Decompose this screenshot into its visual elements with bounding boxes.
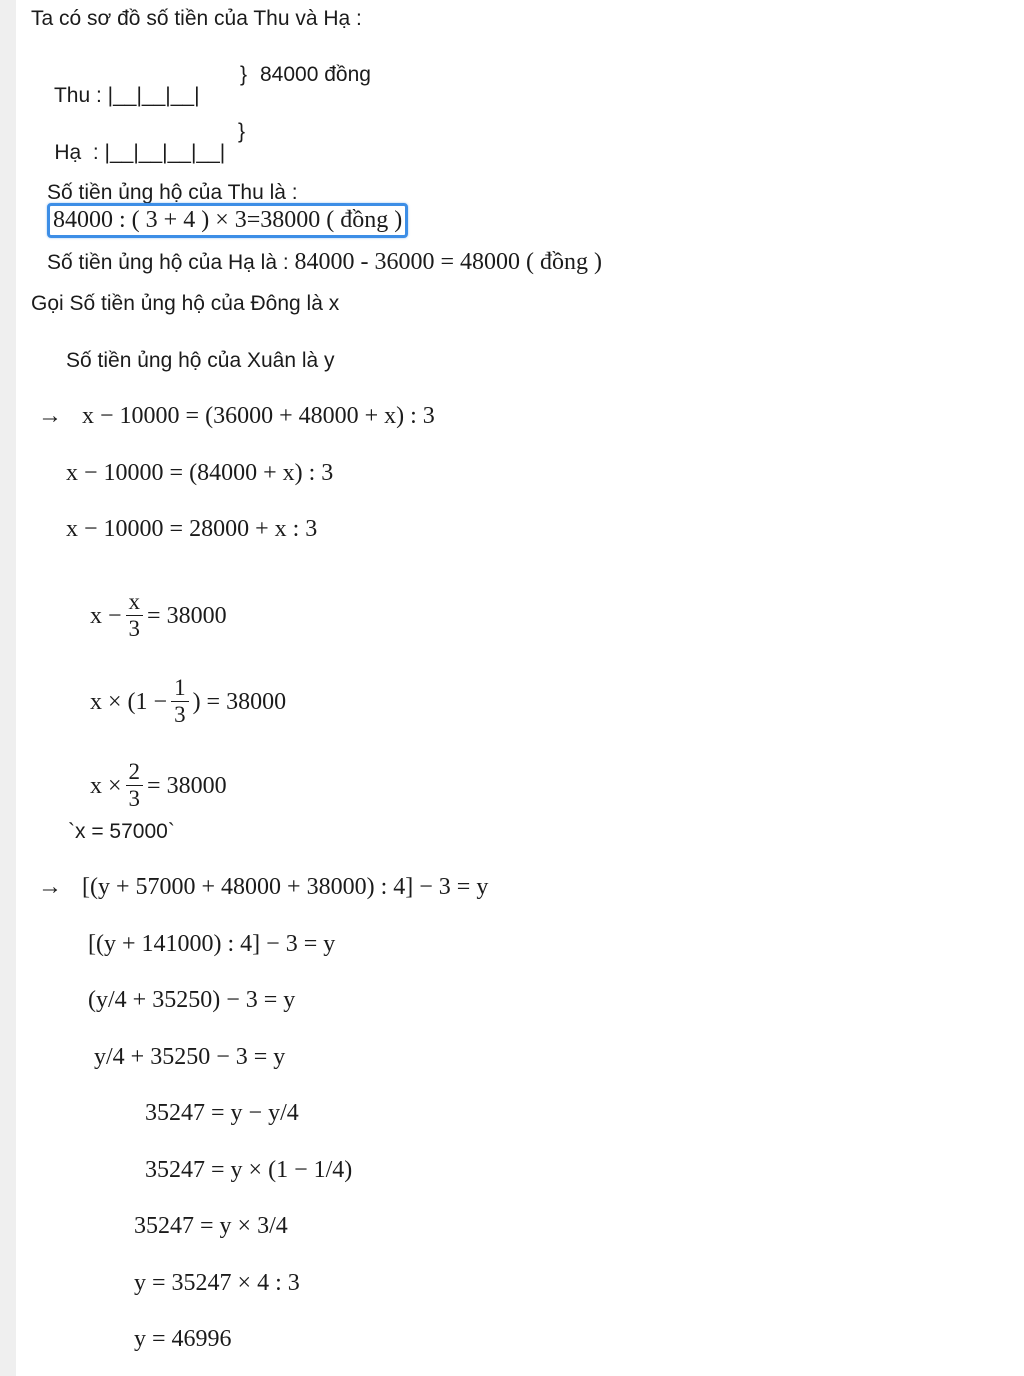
thu-amount-prefix: Số tiền ủng hộ của Thu là : — [47, 181, 298, 204]
eq5-rhs: ) = 38000 — [192, 688, 287, 715]
thu-diagram-row — [31, 64, 200, 127]
equation-14: y = 35247 × 4 : 3 — [134, 1270, 300, 1296]
eq4-lhs: x − — [90, 602, 122, 629]
equation-11: 35247 = y − y/4 — [145, 1100, 299, 1126]
equation-10: y/4 + 35250 − 3 = y — [94, 1044, 286, 1070]
eq6-lhs: x × — [90, 772, 122, 799]
eq4-denominator: 3 — [128, 616, 141, 642]
brace-top: } — [240, 63, 248, 86]
eq5-fraction — [171, 675, 189, 729]
equation-3: x − 10000 = 28000 + x : 3 — [66, 516, 318, 542]
equation-8: [(y + 141000) : 4] − 3 = y — [88, 931, 336, 957]
arrow-icon: → — [38, 403, 62, 429]
equation-12: 35247 = y × (1 − 1/4) — [145, 1157, 353, 1183]
let-x-line: Gọi Số tiền ủng hộ của Đông là x — [31, 292, 340, 315]
eq6-rhs: = 38000 — [147, 772, 227, 799]
eq4-numerator: x — [126, 589, 144, 616]
equation-9: (y/4 + 35250) − 3 = y — [88, 987, 296, 1013]
ha-amount-prefix: Số tiền ủng hộ của Hạ là : — [47, 251, 295, 274]
ha-amount-line — [31, 234, 602, 290]
eq6-numerator: 2 — [126, 759, 144, 786]
eq6-denominator: 3 — [128, 786, 141, 812]
equation-15: y = 46996 — [134, 1326, 232, 1352]
document-page — [16, 0, 1024, 1376]
eq5-denominator: 3 — [174, 702, 186, 728]
let-y-line: Số tiền ủng hộ của Xuân là y — [66, 349, 335, 372]
equation-7: [(y + 57000 + 48000 + 38000) : 4] − 3 = y — [82, 874, 489, 900]
eq4-rhs: = 38000 — [147, 602, 227, 629]
highlighted-expression[interactable]: 84000 : ( 3 + 4 ) × 3=38000 ( đồng ) — [47, 203, 408, 238]
thu-diagram-label: Thu : |__|__|__| — [53, 84, 200, 107]
eq5-numerator: 1 — [171, 675, 189, 702]
eq4-fraction — [126, 589, 144, 643]
equation-13: 35247 = y × 3/4 — [134, 1213, 288, 1239]
ha-amount-expression: 84000 - 36000 = 48000 ( đồng ) — [294, 249, 603, 275]
eq5-lhs: x × (1 − — [90, 688, 168, 715]
eq6-fraction — [126, 759, 144, 813]
arrow-icon: → — [38, 874, 62, 900]
equation-2: x − 10000 = (84000 + x) : 3 — [66, 460, 334, 486]
total-amount: 84000 đồng — [260, 63, 371, 86]
equation-1: x − 10000 = (36000 + 48000 + x) : 3 — [82, 403, 435, 429]
ha-diagram-label: Hạ : |__|__|__|__| — [54, 141, 226, 164]
intro-line: Ta có sơ đồ số tiền của Thu và Hạ : — [31, 7, 362, 30]
x-result: `x = 57000` — [68, 820, 175, 843]
brace-bottom: } — [238, 120, 246, 143]
